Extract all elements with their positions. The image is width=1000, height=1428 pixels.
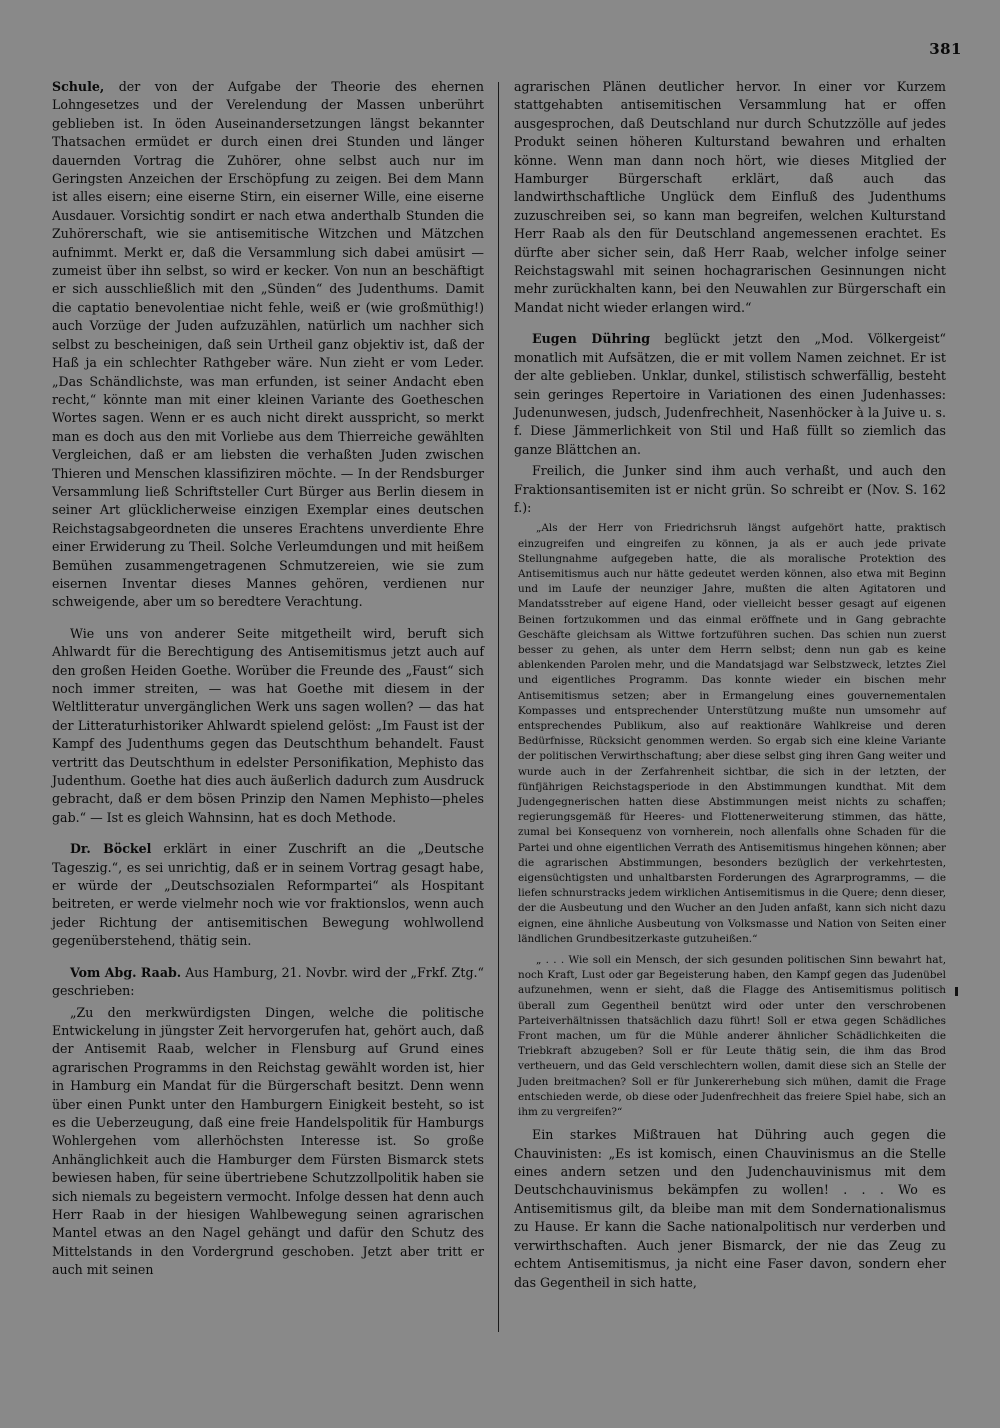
spacer — [514, 320, 946, 330]
article-paragraph — [514, 330, 946, 459]
margin-mark — [955, 987, 958, 996]
article-paragraph: Ein starkes Mißtrauen hat Dühring auch gegen die Chauvinisten: „Es ist komisch, einen Chauvinismus an die Stelle eines andern setzen und den Judenchauvinismus mit dem Deutschchauvinismus bekämpfen zu wollen! . . . Wo es Antisemitismus gilt, da bleibe man mit dem Sondernationalismus zu Hause. Er kann die Sache nationalpolitisch nur verderben und verwirthschaften. Auch jener Bismarck, der nie das Zeug zu echtem Antisemitismus, ja nicht eine Faser davon, sondern eher das Gegentheil in sich hatte, — [514, 1127, 946, 1290]
paragraph-text: beglückt jetzt den „Mod. Völkergeist“ monatlich mit Aufsätzen, die er mit vollem Namen zeichnet. Er ist der alte geblieben. Unklar, dunkel, stilistisch schwerfällig, besteht sein geringes Repertoire in Variationen des einen Judenhasses: Judenunwesen, judsch, Judenfrechheit, Nasenhöcker à la Juive u. s. f. Diese Jämmerlichkeit von Stil und Haß füllt so ziemlich das ganze Blättchen an. — [514, 331, 946, 457]
spacer — [52, 615, 484, 625]
article-paragraph: „Zu den merkwürdigsten Dingen, welche die politische Entwickelung in jüngster Zeit hervorgerufen hat, gehört auch, daß der Antisemit Raab, welcher in Flensburg auf Grund eines agrarischen Programms in den Reichstag gewählt worden ist, hier in Hamburg ein Mandat für die Bürgerschaft besitzt. Denn wenn über einen Punkt unter den Hamburgern Einigkeit besteht, so ist es die Ueberzeugung, daß eine freie Handelspolitik für Hamburgs Wohlergehen vom allerhöchsten Interesse ist. So große Anhänglichkeit auch die Hamburger dem Fürsten Bismarck stets bewiesen haben, für seine übertriebene Schutzzollpolitik haben sie sich niemals zu begeistern vermocht. Infolge dessen hat denn auch Herr Raab in der hiesigen Wahlbewegung seinen agrarischen Mantel etwas an den Nagel gehängt und dafür den Schutz des Mittelstands in den Vordergrund geschoben. Jetzt aber tritt er auch mit seinen — [52, 1004, 484, 1278]
block-quote: „Als der Herr von Friedrichsruh längst aufgehört hatte, praktisch einzugreifen und eingreifen zu können, ja als er auch jede private Stellungnahme aufgegeben hatte, die als moralische Protektion des Antisemitismus auch nur hätte gedeutet werden können, also etwa mit Beginn und im Laufe der neunziger Jahre, mußten die alten Agitatoren und Mandatsstreber auf eigene Hand, oder vielleicht besser gesagt auf eigenen Beinen fortzukommen und das einmal eröffnete und in Gang gebrachte Geschäfte gleichsam als Wittwe fortzuführen suchen. Das schien nun zuerst besser zu gehen, als unter dem Herrn selbst; denn nun gab es keine ablenkenden Parolen mehr, und die Mandatsjagd war Selbstzweck, letztes Ziel und eigentliches Programm. Das konnte wieder ein bischen mehr Antisemitismus setzen; aber in Ermangelung eines gouvernementalen Kompasses und entsprechender Unterstützung mußte nun umsomehr auf entsprechendes Publikum, also auf reaktionäre Wahlkreise und deren Bedürfnisse, Rücksicht genommen werden. So ergab sich eine kleine Variante der politischen Verwirthschaftung; aber diese selbst ging ihren Gang weiter und wurde auch in der Zerfahrenheit sichtbar, die sich in der letzten, der fünfjährigen Reichstagsperiode in den Abstimmungen kundthat. Mit dem Judengegnerischen hatten diese Abstimmungen meist nichts zu schaffen; regierungsgemäß für Heeres- und Flottenerweiterung stimmen, das hätte, zumal bei Konsequenz von vornherein, noch allenfalls ohne Schaden für die Partei und ohne eigentlichen Verrath des Antisemitismus hingehen können; aber die agrarischen Abstimmungen, besonders bezüglich der verkehrtesten, eigensüchtigsten und unhaltbarsten Forderungen des Agrarprogramms, — die liefen schnurstracks jedem wirklichen Antisemitismus in die Quere; denn dieser, der die Ausbeutung und den Wucher an den Juden anfaßt, kann sich nicht dazu eignen, eine ähnliche Ausbeutung von Volksmasse und Nation von Seiten einer ländlichen Grundbesitzerkaste gutzuheißen.“ — [518, 522, 946, 945]
lead-word: Eugen Dühring — [532, 331, 651, 347]
right-column — [514, 78, 946, 1295]
section-heading: Vom Abg. Raab. — [70, 964, 182, 980]
page-number: 381 — [929, 40, 962, 58]
column-divider — [498, 82, 499, 1332]
spacer — [52, 830, 484, 840]
article-paragraph: agrarischen Plänen deutlicher hervor. In einer vor Kurzem stattgehabten antisemitischen Versammlung hat er offen ausgesprochen, daß Deutschland nur durch Schutzzölle auf jedes Produkt seinen höheren Kulturstand bewahren und erhalten könne. Wenn man dann noch hört, wie dieses Mitglied der Hamburger Bürgerschaft erklärt, daß auch das landwirthschaftliche Unglück dem Einfluß des Judenthums zuzuschreiben sei, so kann man begreifen, welchen Kulturstand Herr Raab als den für Deutschland angemessenen erachtet. Es dürfte aber sicher sein, daß Herr Raab, welcher infolge seiner Reichstagswahl mit seinen hochagrarischen Gesinnungen nicht mehr zurückhalten kann, bei den Neuwahlen zur Bürgerschaft ein Mandat nicht wieder erlangen wird.“ — [514, 79, 946, 315]
paragraph-text: Aus Hamburg, 21. Novbr. wird der „Frkf. Ztg.“ geschrieben: — [52, 964, 484, 999]
left-column — [52, 78, 484, 1283]
paragraph-text: der von der Aufgabe der Theorie des ehernen Lohngesetzes und der Verelendung der Massen unberührt geblieben ist. In öden Auseinandersetzungen längst bekannter Thatsachen ermüdet er durch einen drei Stunden und länger dauernden Vortrag die Zuhörer, ohne selbst auch nur im Geringsten Anzeichen der Erschöpfung zu zeigen. Bei dem Mann ist alles eisern; eine eiserne Stirn, ein eiserner Wille, eine eiserne Ausdauer. Vorsichtig sondirt er nach etwa anderthalb Stunden die Zuhörerschaft, wie sie antisemitische Witzchen und Mätzchen aufnimmt. Merkt er, daß die Versammlung sich dabei amüsirt — zumeist über ihn selbst, so wird er kecker. Von nun an beschäftigt er sich ausschließlich mit den „Sünden“ des Judenthums. Damit die captatio benevolentiae nicht fehle, weiß er (wie großmüthig!) auch Vorzüge der Juden aufzuzählen, natürlich um nachher sich selbst zu bescheinigen, daß sein Urtheil ganz objektiv ist, daß der Haß ja ein schlechter Rathgeber wäre. Nun zieht er vom Leder. „Das Schändlichste, was man erfunden, ist seiner Andacht eben recht,“ könnte man mit einer kleinen Variante des Goetheschen Wortes sagen. Wenn er es auch nicht direkt ausspricht, so merkt man es doch aus den mit Vorliebe aus dem Thierreiche gewählten Vergleichen, daß er am liebsten die verhaßten Juden zwischen Thieren und Menschen klassifiziren möchte. — In der Rendsburger Versammlung ließ Schriftsteller Curt Bürger aus Berlin diesem in seiner Art glücklicherweise einzigen Exemplar eines deutschen Reichstagsabgeordneten die unseres Erachtens unverdiente Ehre einer Erwiderung zu Theil. Solche Verleumdungen und mit heißem Bemühen zusammengetragenen Schmutzereien, wie sie zum eisernen Inventar dieses Mannes gehören, verdienen nur schweigende, aber um so beredtere Verachtung. — [52, 79, 484, 610]
paragraph-text: erklärt in einer Zuschrift an die „Deutsche Tageszig.“, es sei unrichtig, daß er in seinem Vortrag gesagt habe, er würde der „Deutschsozialen Reformpartei“ als Hospitant beitreten, er werde vielmehr noch wie vor fraktionslos, wenn auch jeder Richtung der antisemitischen Bewegung wohlwollend gegenüberstehend, thätig sein. — [52, 841, 484, 949]
article-paragraph: Wie uns von anderer Seite mitgetheilt wird, beruft sich Ahlwardt für die Berechtigung des Antisemitismus jetzt auch auf den großen Heiden Goethe. Worüber die Freunde des „Faust“ sich noch immer streiten, — was hat Goethe mit diesem in der Weltlitteratur unvergänglichen Werk uns sagen wollen? — das hat der Litteraturhistoriker Ahlwardt spielend gelöst: „Im Faust ist der Kampf des Judenthums gegen das Deutschthum behandelt. Faust vertritt das Deutschthum in edelster Personifikation, Mephisto das Judenthum. Goethe hat dies auch äußerlich dadurch zum Ausdruck gebracht, daß er dem bösen Prinzip den Namen Mephisto—pheles gab.“ — Ist es gleich Wahnsinn, hat es doch Methode. — [52, 625, 484, 825]
spacer — [52, 954, 484, 964]
article-paragraph — [52, 78, 484, 612]
article-paragraph — [52, 840, 484, 950]
lead-word: Dr. Böckel — [70, 841, 152, 857]
article-paragraph — [52, 964, 484, 1001]
block-quote: „ . . . Wie soll ein Mensch, der sich gesunden politischen Sinn bewahrt hat, noch Kraft, Lust oder gar Begeisterung haben, den Kampf gegen das Judenübel aufzunehmen, wenn er sieht, daß die Flagge des Antisemitismus politisch überall zum Gegentheil benützt wird oder unter den verschrobenen Parteiverhältnissen thatsächlich dazu führt! Soll er etwa gegen Schädliches Front machen, um für die Mühle anderer ähnlicher Schädlichkeiten die Triebkraft abzugeben? Soll er für Leute thätig sein, die ihm das Brod vertheuern, und das Geld verschlechtern wollen, damit diese sich an Stelle der Juden breitmachen? Soll er für Junkererhebung sich mühen, damit die Frage entschieden werde, ob diese oder Judenfrechheit das freiere Spiel habe, sich an ihm zu vergreifen?“ — [518, 954, 946, 1119]
lead-word: Schule, — [52, 79, 105, 94]
article-paragraph: Freilich, die Junker sind ihm auch verhaßt, und auch den Fraktionsantisemiten ist er nicht grün. So schreibt er (Nov. S. 162 f.): — [514, 463, 946, 515]
